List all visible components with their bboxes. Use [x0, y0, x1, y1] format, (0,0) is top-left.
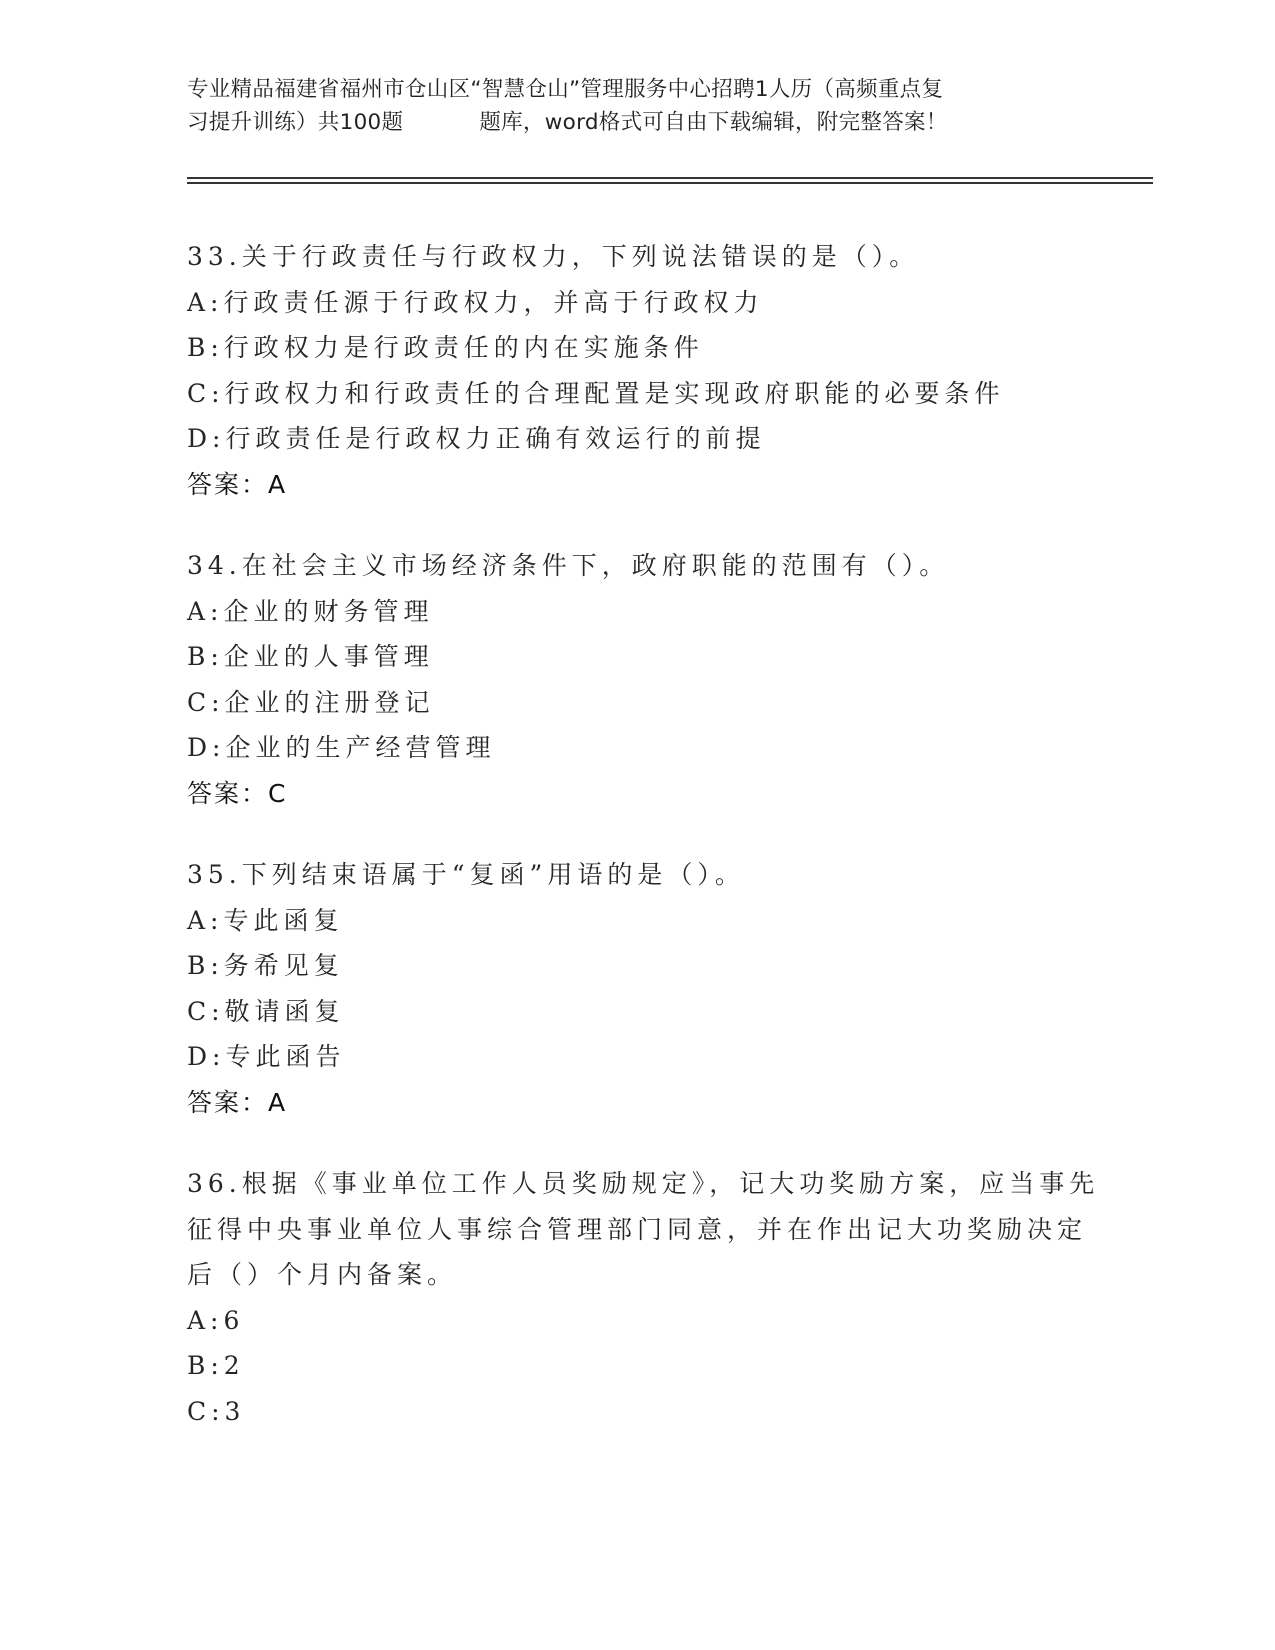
option-a: A:专此函复: [187, 905, 344, 935]
question-35: [187, 852, 1087, 1125]
header-line-2-part-a: 习提升训练）共100题: [187, 110, 404, 135]
answer-label: 答案：: [187, 1087, 269, 1117]
option-b: B:2: [187, 1351, 245, 1380]
option-a: A:企业的财务管理: [187, 596, 434, 626]
header-line-1: 专业精品福建省福州市仓山区“智慧仓山”管理服务中心招聘1人历（高频重点复: [187, 77, 944, 102]
option-c: C:3: [187, 1396, 246, 1426]
header-line-2: [187, 106, 1087, 139]
answer-value: A: [268, 1087, 287, 1117]
option-d: D:企业的生产经营管理: [187, 733, 496, 762]
option-d: D:专此函告: [187, 1042, 346, 1071]
option-c: C:行政权力和行政责任的合理配置是实现政府职能的必要条件: [187, 378, 1005, 408]
option-c: C:敬请函复: [187, 996, 345, 1026]
option-c: C:企业的注册登记: [187, 687, 435, 717]
option-b: B:企业的人事管理: [187, 642, 434, 671]
option-a: A:行政责任源于行政权力，并高于行政权力: [187, 287, 764, 317]
question-stem: 35.下列结束语属于“复函”用语的是（）。: [187, 860, 745, 889]
question-stem-line-1: 36.根据《事业单位工作人员奖励规定》，记大功奖励方案，应当事先: [187, 1169, 1100, 1198]
option-b: B:务希见复: [187, 951, 344, 980]
answer-value: A: [268, 469, 287, 499]
question-34: [187, 543, 1087, 816]
question-list: [187, 234, 1100, 1470]
header-line-2-part-b: 题库，word格式可自由下载编辑，附完整答案！: [479, 110, 948, 135]
question-stem: 34.在社会主义市场经济条件下，政府职能的范围有（）。: [187, 551, 950, 580]
question-stem-line-2: 征得中央事业单位人事综合管理部门同意，并在作出记大功奖励决定: [187, 1214, 1088, 1244]
question-stem: 33.关于行政责任与行政权力，下列说法错误的是（）。: [187, 242, 920, 271]
answer-line: [187, 1080, 1087, 1126]
answer-line: [187, 462, 1087, 508]
option-b: B:行政权力是行政责任的内在实施条件: [187, 333, 704, 362]
question-36: [187, 1161, 1100, 1434]
answer-value: C: [268, 778, 287, 808]
document-header: [187, 73, 1087, 139]
question-stem-line-3: 后（）个月内备案。: [187, 1260, 458, 1289]
option-a: A:6: [187, 1305, 245, 1335]
header-divider-bottom: [187, 182, 1153, 184]
answer-label: 答案：: [187, 469, 269, 499]
option-d: D:行政责任是行政权力正确有效运行的前提: [187, 424, 766, 453]
header-divider-top: [187, 177, 1153, 179]
question-33: [187, 234, 1087, 507]
answer-line: [187, 771, 1087, 817]
answer-label: 答案：: [187, 778, 269, 808]
